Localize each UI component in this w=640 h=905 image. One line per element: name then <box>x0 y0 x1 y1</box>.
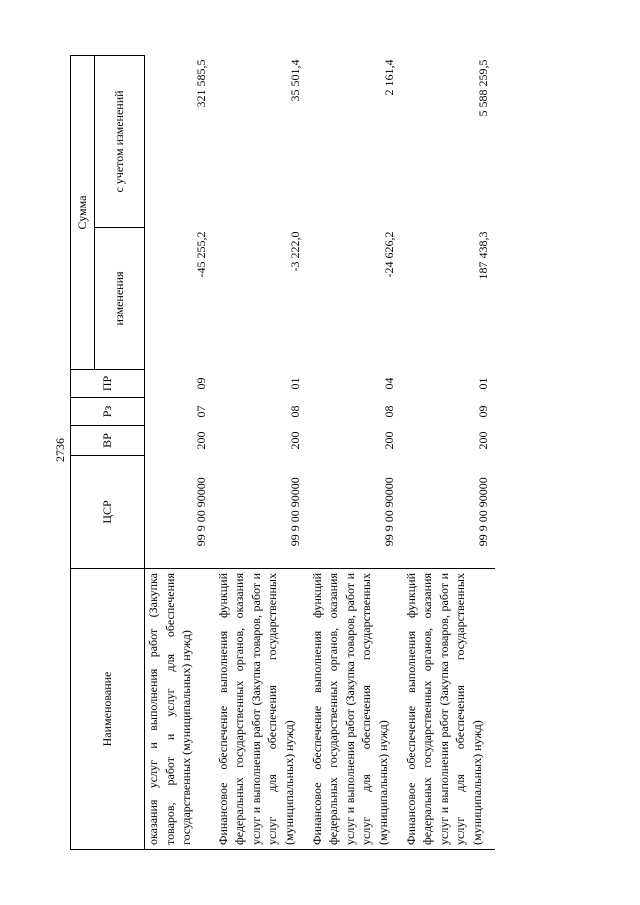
header-csr: ЦСР <box>71 456 145 569</box>
row-sum: 321 585,5 <box>193 59 208 108</box>
header-vr: ВР <box>71 426 145 456</box>
page-number: 2736 <box>53 438 67 462</box>
row-rz: 08 <box>381 405 396 418</box>
table-row <box>307 55 401 849</box>
row-izm: -45 255,2 <box>193 231 208 278</box>
row-vr: 200 <box>381 431 396 450</box>
row-sum: 35 501,4 <box>287 59 302 102</box>
row-rz: 08 <box>287 405 302 418</box>
row-csr: 99 9 00 90000 <box>193 477 208 547</box>
table-row <box>401 55 495 849</box>
table-row <box>145 55 213 849</box>
budget-table <box>70 55 495 850</box>
budget-table-rotated <box>70 56 570 850</box>
row-rz: 09 <box>475 405 490 418</box>
header-sum-group: Сумма <box>71 55 95 369</box>
row-pr: 01 <box>287 377 302 390</box>
row-izm: 187 438,3 <box>475 231 490 280</box>
row-name: оказания услуг и выполнения работ (Закупка товаров, работ и услуг для обеспечения государственных (муниципальных) нужд) <box>145 569 213 850</box>
row-rz: 07 <box>193 405 208 418</box>
row-csr: 99 9 00 90000 <box>475 477 490 547</box>
row-izm: -3 222,0 <box>287 231 302 272</box>
row-name: Финансовое обеспечение выполнения функций федеральных государственных органов, оказания услуг и выполнения работ (Закупка товаров, работ и услуг для обеспечения государственных (муниципальных) нужд) <box>307 569 401 850</box>
header-name: Наименование <box>71 569 145 850</box>
table-row <box>213 55 307 849</box>
row-csr: 99 9 00 90000 <box>381 477 396 547</box>
row-izm: -24 626,2 <box>381 231 396 278</box>
row-vr: 200 <box>475 431 490 450</box>
row-name: Финансовое обеспечение выполнения функций федеральных государственных органов, оказания услуг и выполнения работ (Закупка товаров, работ и услуг для обеспечения государственных (муниципальных) нужд) <box>213 569 307 850</box>
header-rz: Рз <box>71 398 145 426</box>
row-vr: 200 <box>193 431 208 450</box>
row-sum: 5 588 259,5 <box>475 59 490 117</box>
header-with-izm: с учетом изменений <box>95 55 145 227</box>
row-pr: 01 <box>475 377 490 390</box>
header-izm: изменения <box>95 228 145 370</box>
row-pr: 04 <box>381 377 396 390</box>
header-pr: ПР <box>71 370 145 398</box>
row-sum: 2 161,4 <box>381 59 396 96</box>
row-name: Финансовое обеспечение выполнения функций федеральных государственных органов, оказания услуг и выполнения работ (Закупка товаров, работ и услуг для обеспечения государственных (муниципальных) нужд) <box>401 569 495 850</box>
row-csr: 99 9 00 90000 <box>287 477 302 547</box>
row-pr: 09 <box>193 377 208 390</box>
row-vr: 200 <box>287 431 302 450</box>
